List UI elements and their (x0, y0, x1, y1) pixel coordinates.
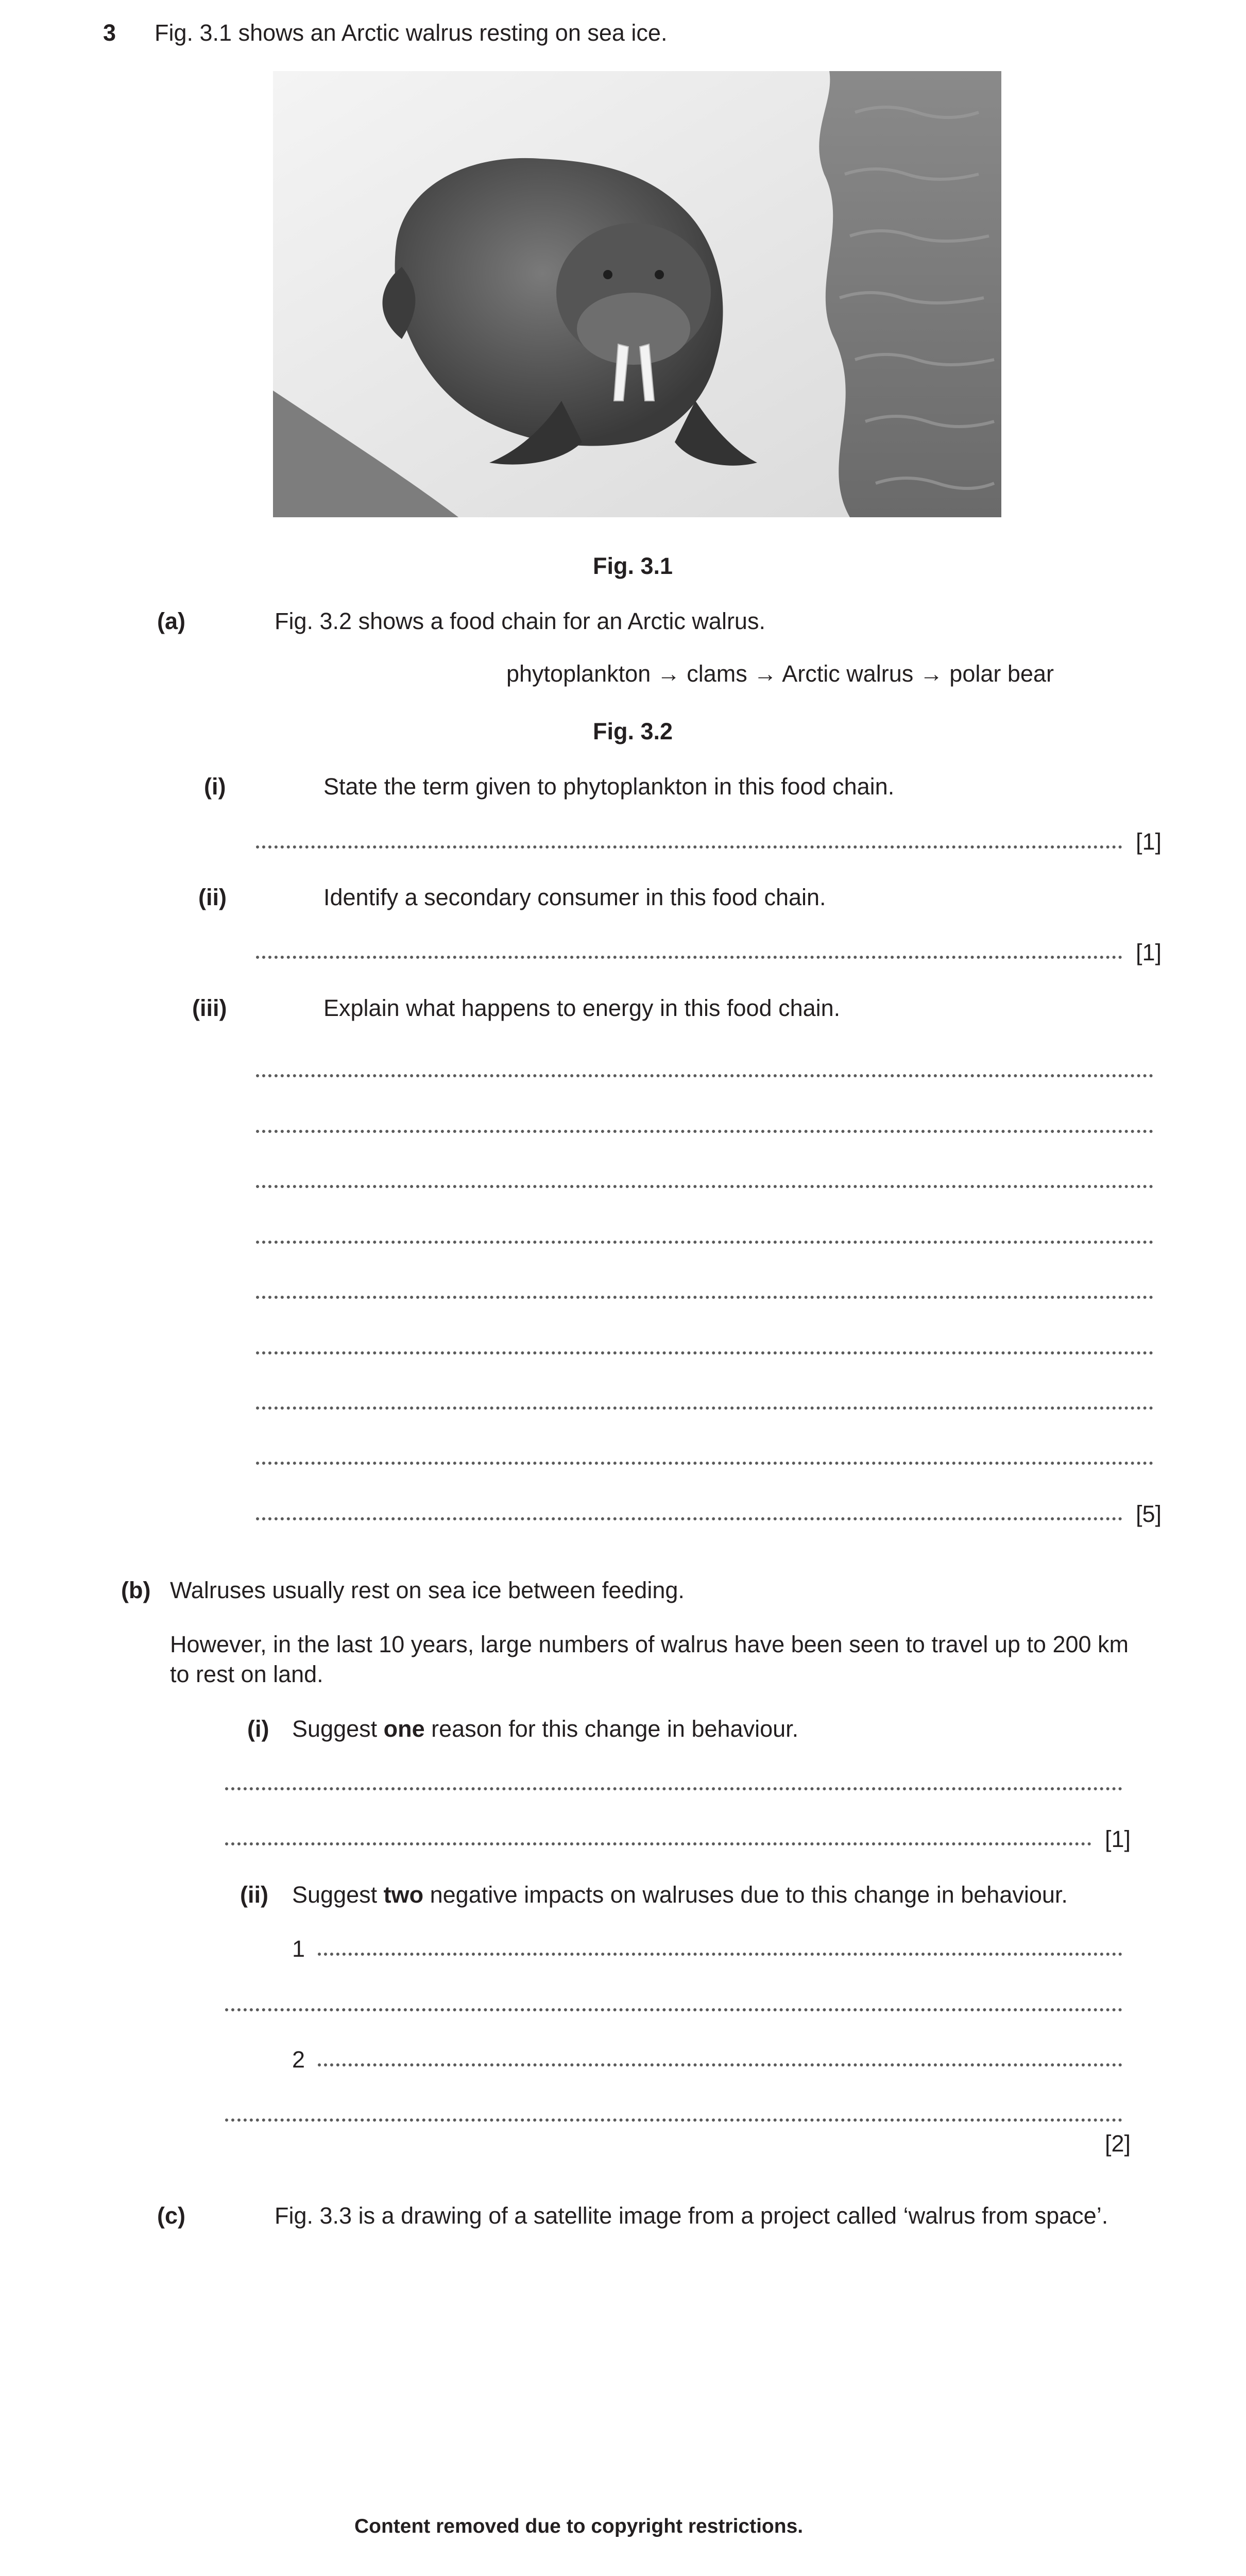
part-b-text2-line2: to rest on land. (170, 1661, 323, 1687)
part-a-iii-text: Explain what happens to energy in this food chain. (323, 995, 841, 1021)
answer-line[interactable] (225, 2119, 1122, 2122)
mark-a-i: [1] (1136, 828, 1162, 855)
answer-line[interactable] (256, 1241, 1153, 1244)
mark-a-iii: [5] (1136, 1501, 1162, 1527)
part-a-text: Fig. 3.2 shows a food chain for an Arctic walrus. (275, 608, 765, 634)
answer-line[interactable] (225, 2008, 1122, 2011)
part-b-ii-text (292, 1882, 1068, 1908)
part-a-ii-label: (ii) (198, 884, 227, 910)
fig-3-2-caption: Fig. 3.2 (593, 718, 673, 744)
part-b-i-text (292, 1716, 798, 1742)
food-chain: phytoplankton → clams → Arctic walrus → polar bear (506, 660, 1054, 687)
part-b-i-pre: Suggest (292, 1716, 384, 1742)
mark-a-ii: [1] (1136, 939, 1162, 965)
walrus-photo-drawing (273, 71, 1001, 517)
answer-line[interactable] (256, 956, 1122, 959)
part-b-ii-bold: two (383, 1882, 424, 1908)
part-b-text2-line1: However, in the last 10 years, large numbers of walrus have been seen to travel up to 200 km (170, 1631, 1129, 1657)
copyright-removed-notice: Content removed due to copyright restrictions. (354, 2515, 804, 2537)
question-intro: Fig. 3.1 shows an Arctic walrus resting on sea ice. (155, 20, 668, 46)
part-b-i-post: reason for this change in behaviour. (424, 1716, 799, 1742)
answer-line[interactable] (256, 1517, 1122, 1520)
mark-b-ii: [2] (1105, 2130, 1131, 2157)
part-a-i-label: (i) (204, 773, 226, 800)
part-a-label: (a) (157, 608, 185, 634)
answer-line[interactable] (256, 1406, 1153, 1410)
answer-number: 2 (292, 2046, 305, 2073)
answer-line[interactable] (318, 2063, 1122, 2066)
answer-line[interactable] (256, 1462, 1153, 1465)
part-a-i-text: State the term given to phytoplankton in this food chain. (323, 773, 895, 800)
mark-b-i: [1] (1105, 1826, 1131, 1852)
part-c-label: (c) (157, 2202, 185, 2229)
fig-3-1-caption: Fig. 3.1 (593, 553, 673, 579)
part-b-ii-post: negative impacts on walruses due to this change in behaviour. (423, 1882, 1068, 1908)
answer-line[interactable] (225, 1842, 1091, 1845)
part-b-ii-label: (ii) (240, 1882, 268, 1908)
answer-line[interactable] (256, 1351, 1153, 1354)
part-b-text: Walruses usually rest on sea ice between feeding. (170, 1577, 685, 1603)
part-b-i-bold: one (383, 1716, 425, 1742)
answer-line[interactable] (256, 1130, 1153, 1133)
question-number: 3 (103, 20, 116, 46)
walrus-photo (273, 71, 1001, 517)
answer-line[interactable] (256, 1074, 1153, 1077)
part-b-i-label: (i) (247, 1716, 269, 1742)
answer-line[interactable] (225, 1787, 1122, 1790)
answer-line[interactable] (318, 1953, 1122, 1956)
part-b-ii-pre: Suggest (292, 1882, 384, 1908)
answer-line[interactable] (256, 845, 1122, 849)
answer-line[interactable] (256, 1185, 1153, 1188)
part-b-label: (b) (121, 1577, 151, 1603)
part-a-iii-label: (iii) (192, 995, 227, 1021)
part-a-ii-text: Identify a secondary consumer in this food chain. (323, 884, 826, 910)
part-c-text: Fig. 3.3 is a drawing of a satellite image from a project called ‘walrus from space’. (275, 2202, 1108, 2229)
answer-number: 1 (292, 1936, 305, 1962)
answer-line[interactable] (256, 1296, 1153, 1299)
